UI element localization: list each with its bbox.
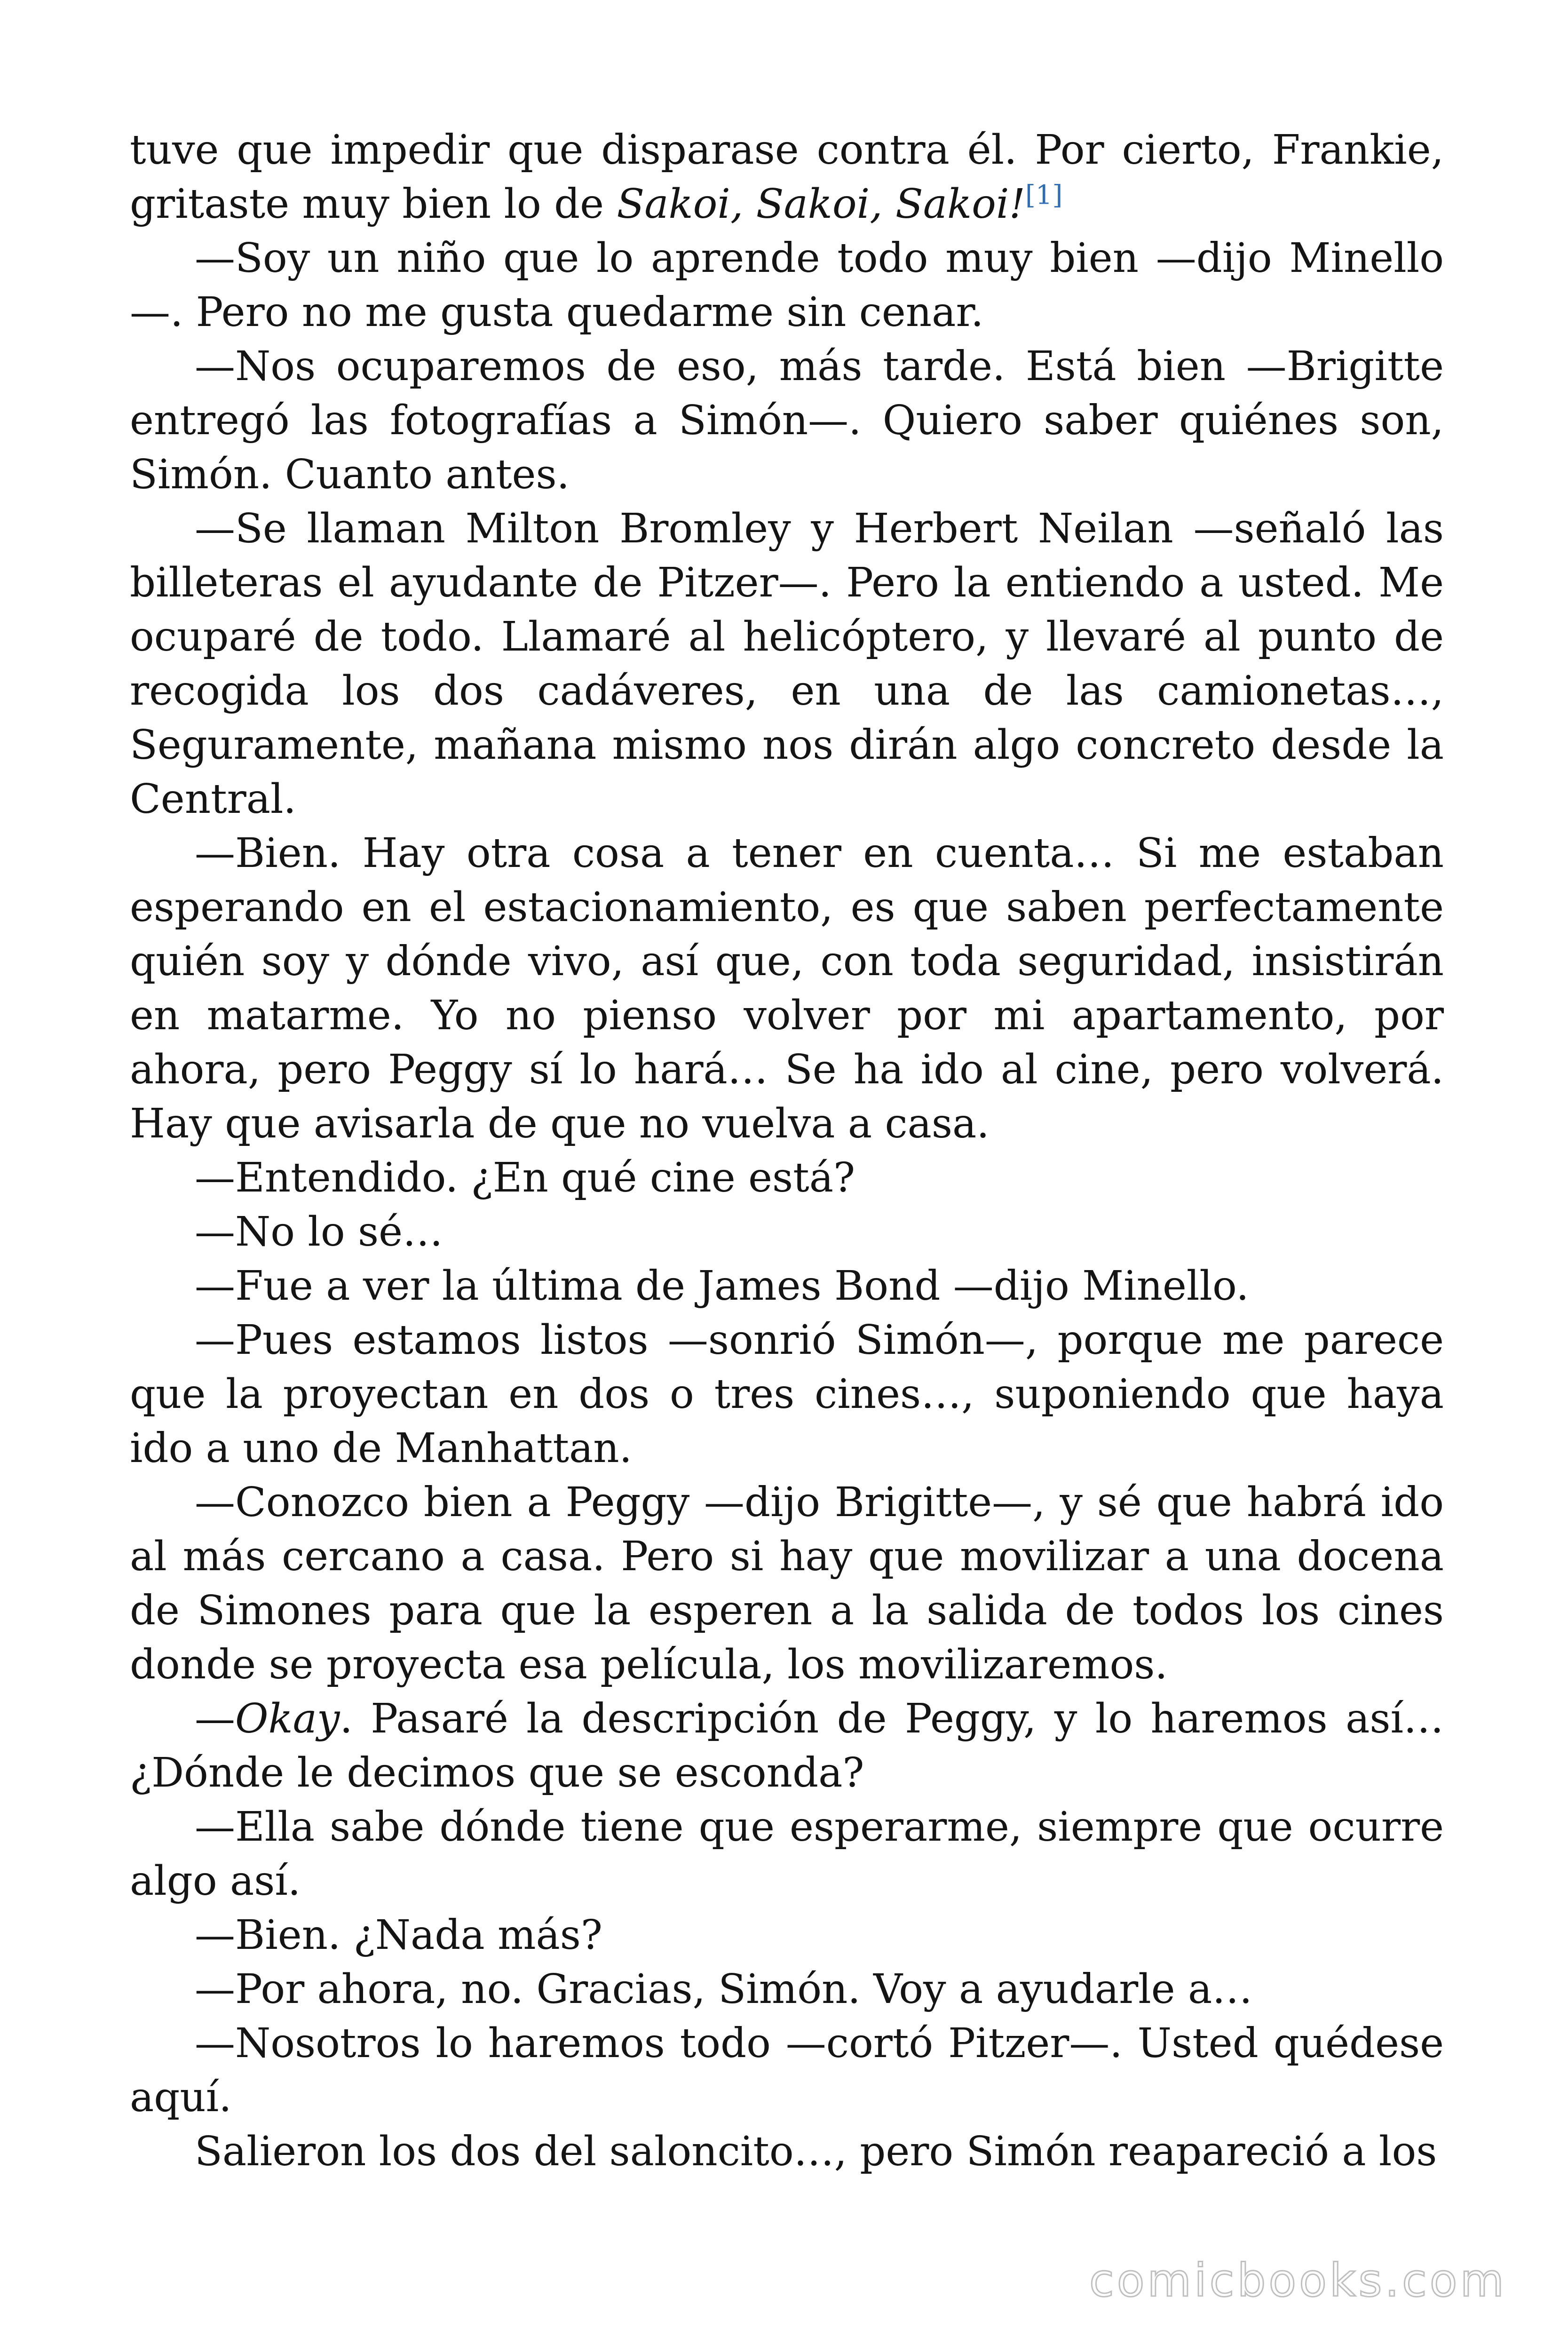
paragraph: —Nosotros lo haremos todo —cortó Pitzer—. Usted quédese aquí.	[130, 2020, 1444, 2121]
paragraph-text: . Pasaré la descripción de Peggy, y lo haremos así… ¿Dónde le decimos que se esconda?	[130, 1695, 1444, 1796]
book-page	[130, 123, 1444, 2179]
paragraph: —Bien. ¿Nada más?	[195, 1912, 603, 1959]
paragraph: —Pues estamos listos —sonrió Simón—, porque me parece que la proyectan en dos o tres cines…, suponiendo que haya ido a uno de Manhattan.	[130, 1317, 1444, 1472]
paragraph: —Conozco bien a Peggy —dijo Brigitte—, y sé que habrá ido al más cercano a casa. Pero si hay que movilizar a una docena de Simones para que la esperen a la salida de todos los cines donde se proyecta esa película, los movilizaremos.	[130, 1479, 1444, 1688]
paragraph: —No lo sé…	[195, 1208, 443, 1255]
paragraph	[130, 123, 1444, 231]
paragraph	[130, 1692, 1444, 1800]
paragraph: —Nos ocuparemos de eso, más tarde. Está bien —Brigitte entregó las fotografías a Simón—. Quiero saber quiénes son, Simón. Cuanto antes.	[130, 343, 1444, 498]
watermark-logo: comicbooks.com	[1089, 2254, 1507, 2307]
paragraph: —Soy un niño que lo aprende todo muy bien —dijo Minello—. Pero no me gusta quedarme sin cenar.	[130, 235, 1444, 336]
paragraph-text: tuve que impedir que disparase contra él. Por cierto, Frankie, gritaste muy bien lo de	[130, 127, 1444, 228]
paragraph-dash: —	[195, 1695, 235, 1742]
paragraph-italic-text: Okay	[235, 1695, 340, 1742]
paragraph: Salieron los dos del saloncito…, pero Simón reapareció a los	[195, 2128, 1437, 2175]
paragraph: —Se llaman Milton Bromley y Herbert Neilan —señaló las billeteras el ayudante de Pitzer—. Pero la entiendo a usted. Me ocuparé de todo. Llamaré al helicóptero, y llevaré al punto de recogida los dos cadáveres, en una de las camionetas…, Seguramente, mañana mismo nos dirán algo concreto desde la Central.	[130, 505, 1444, 823]
paragraph: —Ella sabe dónde tiene que esperarme, siempre que ocurre algo así.	[130, 1804, 1444, 1905]
paragraph: —Entendido. ¿En qué cine está?	[195, 1154, 855, 1201]
paragraph: —Por ahora, no. Gracias, Simón. Voy a ayudarle a…	[195, 1966, 1253, 2013]
paragraph: —Fue a ver la última de James Bond —dijo Minello.	[195, 1263, 1249, 1310]
paragraph-italic-text: Sakoi, Sakoi, Sakoi!	[617, 181, 1026, 228]
paragraph: —Bien. Hay otra cosa a tener en cuenta… Si me estaban esperando en el estacionamiento, es que saben perfectamente quién soy y dónde vivo, así que, con toda seguridad, insistirán en matarme. Yo no pienso volver por mi apartamento, por ahora, pero Peggy sí lo hará… Se ha ido al cine, pero volverá. Hay que avisarla de que no vuelva a casa.	[130, 830, 1444, 1147]
footnote-link[interactable]: [1]	[1025, 180, 1063, 211]
